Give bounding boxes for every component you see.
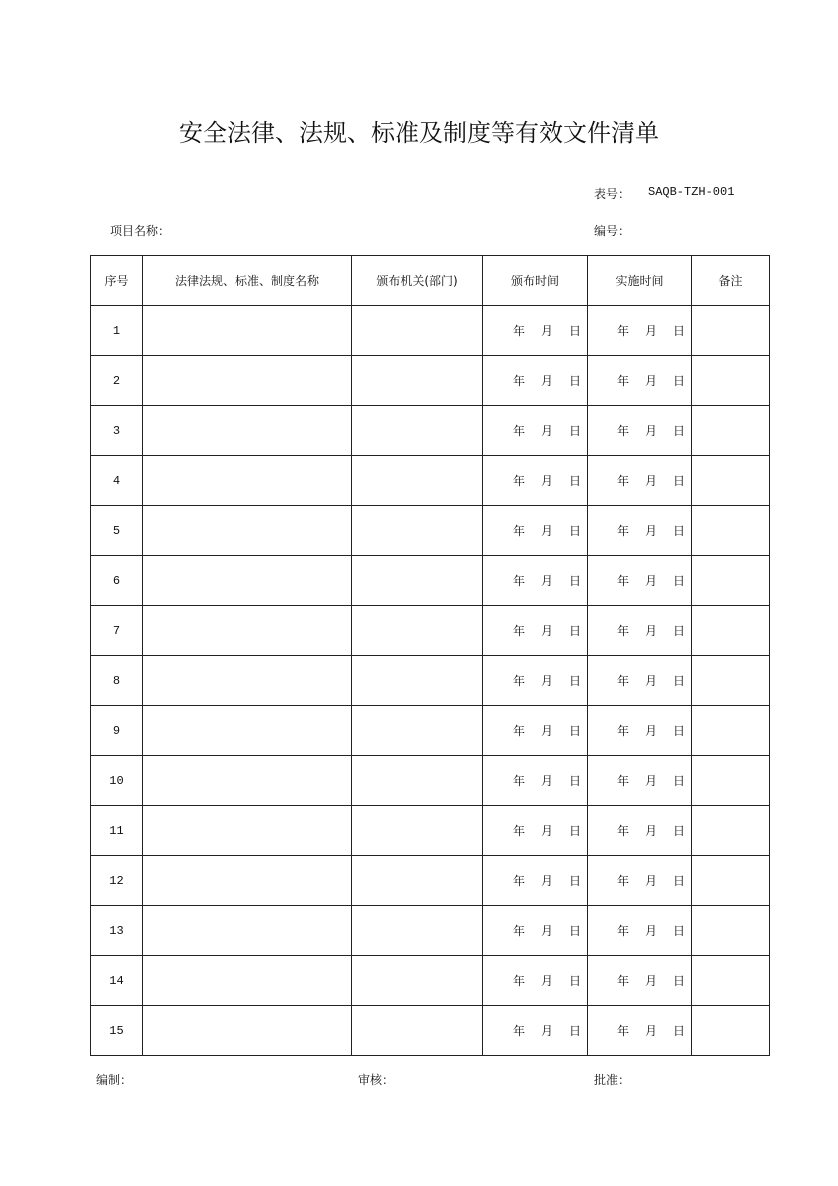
issuing-authority-cell[interactable] [352,556,483,606]
effective-date-cell[interactable] [588,306,692,356]
date-part: 月 [644,424,657,438]
date-part: 日 [672,624,685,638]
date-part: 年 [512,874,525,888]
issue-date-cell[interactable] [483,506,588,556]
date-part: 月 [644,974,657,988]
remarks-cell[interactable] [692,556,770,606]
table-row [91,756,770,806]
date-part: 日 [568,424,581,438]
table-row [91,356,770,406]
column-header: 备注 [692,256,770,306]
date-part: 月 [644,674,657,688]
effective-date-cell[interactable] [588,606,692,656]
date-part: 日 [568,524,581,538]
table-row [91,556,770,606]
issuing-authority-cell[interactable] [352,1006,483,1056]
column-header: 序号 [91,256,143,306]
row-number: 12 [91,856,143,906]
remarks-cell[interactable] [692,406,770,456]
remarks-cell[interactable] [692,756,770,806]
date-part: 年 [512,1024,525,1038]
date-part: 年 [616,674,629,688]
date-part: 日 [672,574,685,588]
date-part: 日 [672,824,685,838]
date-part: 日 [672,724,685,738]
issuing-authority-cell[interactable] [352,306,483,356]
date-part: 月 [644,524,657,538]
document-name-cell[interactable] [143,756,352,806]
table-row [91,306,770,356]
date-part: 年 [512,824,525,838]
document-name-cell[interactable] [143,506,352,556]
row-number: 5 [91,506,143,556]
issue-date-cell[interactable] [483,556,588,606]
date-part: 年 [616,924,629,938]
issue-date-cell[interactable] [483,756,588,806]
column-header: 颁布机关(部门) [352,256,483,306]
document-name-cell[interactable] [143,606,352,656]
date-part: 月 [644,824,657,838]
table-row [91,456,770,506]
document-name-cell[interactable] [143,706,352,756]
date-part: 年 [616,974,629,988]
date-part: 年 [616,724,629,738]
date-part: 日 [568,824,581,838]
date-part: 月 [644,724,657,738]
issuing-authority-cell[interactable] [352,906,483,956]
row-number: 6 [91,556,143,606]
effective-date-cell[interactable] [588,956,692,1006]
document-name-cell[interactable] [143,656,352,706]
issue-date-cell[interactable] [483,906,588,956]
effective-date-cell[interactable] [588,656,692,706]
issuing-authority-cell[interactable] [352,956,483,1006]
issuing-authority-cell[interactable] [352,456,483,506]
date-part: 年 [512,624,525,638]
date-part: 年 [616,824,629,838]
issue-date-cell[interactable] [483,1006,588,1056]
issuing-authority-cell[interactable] [352,856,483,906]
issue-date-cell[interactable] [483,456,588,506]
issue-date-cell[interactable] [483,856,588,906]
table-row [91,606,770,656]
date-part: 日 [568,724,581,738]
issue-date-cell[interactable] [483,356,588,406]
reviewed-by-label: 审核： [358,1073,395,1087]
issuing-authority-cell[interactable] [352,706,483,756]
date-part: 年 [512,374,525,388]
table-row [91,706,770,756]
date-part: 年 [616,524,629,538]
table-row [91,1006,770,1056]
effective-date-cell[interactable] [588,456,692,506]
date-part: 月 [644,924,657,938]
issue-date-cell[interactable] [483,306,588,356]
row-number: 11 [91,806,143,856]
row-number: 15 [91,1006,143,1056]
table-row [91,806,770,856]
date-part: 年 [512,474,525,488]
issue-date-cell[interactable] [483,956,588,1006]
form-no-label: 表号： [594,187,631,201]
date-part: 日 [568,374,581,388]
date-part: 月 [540,874,553,888]
issuing-authority-cell[interactable] [352,756,483,806]
date-part: 日 [568,474,581,488]
date-part: 年 [512,674,525,688]
date-part: 月 [540,374,553,388]
date-part: 年 [616,374,629,388]
table-row [91,406,770,456]
date-part: 月 [644,1024,657,1038]
document-name-cell[interactable] [143,456,352,506]
document-name-cell[interactable] [143,956,352,1006]
date-part: 年 [616,1024,629,1038]
document-name-cell[interactable] [143,356,352,406]
date-part: 月 [644,574,657,588]
date-part: 日 [568,974,581,988]
issue-date-cell[interactable] [483,606,588,656]
issuing-authority-cell[interactable] [352,656,483,706]
date-part: 年 [512,974,525,988]
row-number: 2 [91,356,143,406]
date-part: 年 [512,574,525,588]
project-name-label: 项目名称： [110,224,171,238]
date-part: 年 [512,424,525,438]
date-part: 日 [568,1024,581,1038]
effective-date-cell[interactable] [588,906,692,956]
date-part: 年 [616,874,629,888]
date-part: 月 [540,924,553,938]
document-name-cell[interactable] [143,1006,352,1056]
remarks-cell[interactable] [692,1006,770,1056]
date-part: 月 [644,324,657,338]
date-part: 日 [568,774,581,788]
row-number: 14 [91,956,143,1006]
document-name-cell[interactable] [143,556,352,606]
effective-date-cell[interactable] [588,356,692,406]
row-number: 7 [91,606,143,656]
date-part: 日 [672,774,685,788]
document-name-cell[interactable] [143,806,352,856]
date-part: 月 [540,474,553,488]
remarks-cell[interactable] [692,656,770,706]
date-part: 月 [540,974,553,988]
date-part: 年 [512,924,525,938]
table-row [91,856,770,906]
date-part: 日 [672,524,685,538]
date-part: 月 [540,724,553,738]
date-part: 年 [512,524,525,538]
remarks-cell[interactable] [692,806,770,856]
date-part: 日 [672,874,685,888]
effective-date-cell[interactable] [588,706,692,756]
row-number: 4 [91,456,143,506]
document-name-cell[interactable] [143,906,352,956]
row-number: 9 [91,706,143,756]
date-part: 月 [540,574,553,588]
issue-date-cell[interactable] [483,406,588,456]
date-part: 月 [540,774,553,788]
date-part: 日 [672,974,685,988]
date-part: 月 [644,874,657,888]
date-part: 年 [512,774,525,788]
date-part: 月 [540,624,553,638]
issuing-authority-cell[interactable] [352,406,483,456]
table-row [91,656,770,706]
form-no: SAQB-TZH-001 [648,185,735,199]
document-name-cell[interactable] [143,406,352,456]
date-part: 月 [644,774,657,788]
row-number: 1 [91,306,143,356]
row-number: 13 [91,906,143,956]
date-part: 日 [672,474,685,488]
document-name-cell[interactable] [143,856,352,906]
number-label: 编号： [594,224,631,238]
remarks-cell[interactable] [692,506,770,556]
date-part: 月 [540,674,553,688]
date-part: 月 [644,374,657,388]
document-name-cell[interactable] [143,306,352,356]
row-number: 10 [91,756,143,806]
effective-date-cell[interactable] [588,1006,692,1056]
effective-date-cell[interactable] [588,856,692,906]
issuing-authority-cell[interactable] [352,356,483,406]
remarks-cell[interactable] [692,306,770,356]
date-part: 日 [568,674,581,688]
column-header: 实施时间 [588,256,692,306]
date-part: 月 [540,324,553,338]
date-part: 年 [616,774,629,788]
date-part: 日 [672,374,685,388]
date-part: 月 [540,1024,553,1038]
row-number: 3 [91,406,143,456]
date-part: 年 [616,324,629,338]
column-header: 法律法规、标准、制度名称 [143,256,352,306]
table-row [91,506,770,556]
issuing-authority-cell[interactable] [352,806,483,856]
date-part: 日 [672,324,685,338]
date-part: 月 [540,824,553,838]
remarks-cell[interactable] [692,906,770,956]
issue-date-cell[interactable] [483,806,588,856]
table-row [91,956,770,1006]
page-title: 安全法律、法规、标准及制度等有效文件清单 [179,119,659,147]
issuing-authority-cell[interactable] [352,606,483,656]
issue-date-cell[interactable] [483,706,588,756]
remarks-cell[interactable] [692,706,770,756]
date-part: 月 [644,474,657,488]
date-part: 日 [568,924,581,938]
document-table [90,255,770,1056]
date-part: 月 [540,424,553,438]
date-part: 年 [616,424,629,438]
date-part: 日 [568,624,581,638]
remarks-cell[interactable] [692,856,770,906]
date-part: 日 [672,674,685,688]
effective-date-cell[interactable] [588,756,692,806]
date-part: 年 [512,324,525,338]
date-part: 日 [672,924,685,938]
effective-date-cell[interactable] [588,506,692,556]
remarks-cell[interactable] [692,456,770,506]
date-part: 月 [644,624,657,638]
row-number: 8 [91,656,143,706]
effective-date-cell[interactable] [588,556,692,606]
effective-date-cell[interactable] [588,806,692,856]
date-part: 年 [512,724,525,738]
remarks-cell[interactable] [692,956,770,1006]
date-part: 年 [616,574,629,588]
date-part: 日 [672,424,685,438]
remarks-cell[interactable] [692,606,770,656]
date-part: 日 [568,874,581,888]
issuing-authority-cell[interactable] [352,506,483,556]
table-row [91,906,770,956]
approved-by-label: 批准： [594,1073,631,1087]
date-part: 月 [540,524,553,538]
date-part: 日 [672,1024,685,1038]
remarks-cell[interactable] [692,356,770,406]
issue-date-cell[interactable] [483,656,588,706]
date-part: 年 [616,624,629,638]
date-part: 日 [568,574,581,588]
column-header: 颁布时间 [483,256,588,306]
effective-date-cell[interactable] [588,406,692,456]
date-part: 年 [616,474,629,488]
compiled-by-label: 编制： [96,1073,133,1087]
date-part: 日 [568,324,581,338]
